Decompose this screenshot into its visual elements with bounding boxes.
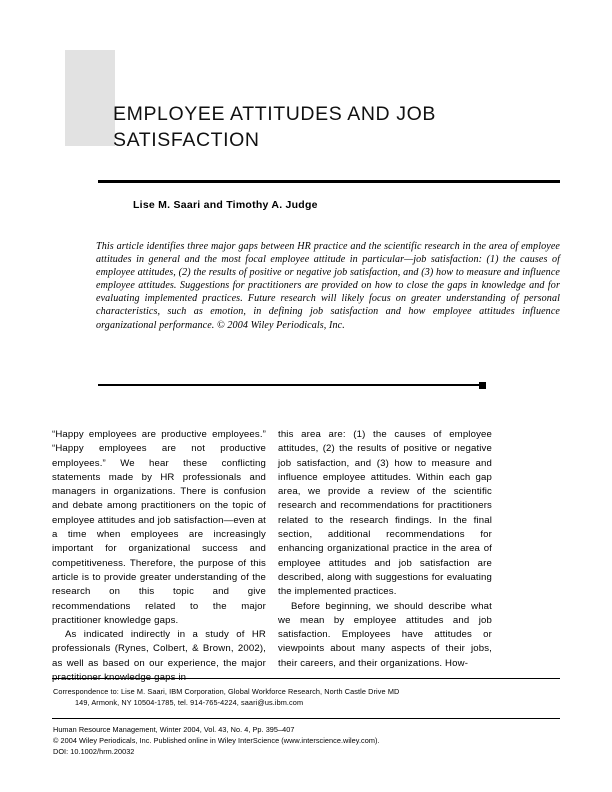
footer-bottom-rule	[52, 718, 560, 719]
page-title-line-1: EMPLOYEE ATTITUDES AND JOB	[113, 103, 436, 126]
abstract-divider	[98, 382, 488, 389]
journal-copyright-line: © 2004 Wiley Periodicals, Inc. Published online in Wiley InterScience (www.interscience.wiley.com).	[53, 736, 380, 745]
title-divider-rule	[98, 180, 560, 183]
paragraph: As indicated indirectly in a study of HR professionals (Rynes, Colbert, & Brown, 2002), as well as based on our experience, the major	[52, 629, 266, 669]
paragraph: “Happy employees are productive employees.” “Happy employees are not productive employees.” We hear these conflicting statements made by HR professionals and managers in organizations. There is confusion and debate among practitioners on the topic of employee attitudes and job satisfaction—even at a time when employees are increasingly important for organizational success and competitiveness. Therefore, the purpose of this article is to provide greater understanding of the research on this topic and give recommendations related to the major practitioner knowledge gaps.	[52, 429, 266, 626]
title-accent-block	[65, 50, 115, 146]
correspondence-note	[53, 686, 561, 708]
paragraph: this area are: (1) the causes of employee attitudes, (2) the results of positive or negative job satisfaction, and (3) how to measure and influence employee attitudes. Within each gap area, we provide a review of the scientific research and recommendations for practitioners related to the research findings. In the final section, additional recommendations for enhancing organizational practice in the area of employee attitudes and job satisfaction are described, along with suggestions for evaluating the implemented practices.	[278, 429, 492, 598]
body-columns	[52, 428, 508, 668]
journal-doi-line: DOI: 10.1002/hrm.20032	[53, 747, 135, 756]
abstract-divider-line	[98, 384, 480, 386]
footer-top-rule	[52, 678, 560, 679]
page-title	[113, 101, 553, 153]
journal-citation-line-1: Human Resource Management, Winter 2004, Vol. 43, No. 4, Pp. 395–407	[53, 725, 295, 734]
author-byline: Lise M. Saari and Timothy A. Judge	[133, 199, 318, 211]
abstract-text: This article identifies three major gaps between HR practice and the scientific research in the area of employee attitudes in general and the most focal employee attitude in particular—job satisfaction: (1) the causes of employee attitudes, (2) the results of positive or negative job satisfaction, and (3) how to measure and influence employee attitudes. Suggestions for practitioners are provided on how to close the gaps in knowledge and for evaluating implemented practices. Future research will likely focus on greater understanding of personal characteristics, such as emotion, in defining job satisfaction and how employee attitudes influence organizational performance. © 2004 Wiley Periodicals, Inc.	[96, 241, 560, 331]
correspondence-line-2: 149, Armonk, NY 10504-1785, tel. 914-765-4224, saari@us.ibm.com	[75, 698, 304, 707]
page-title-line-2: SATISFACTION	[113, 129, 260, 152]
correspondence-line-1: Correspondence to: Lise M. Saari, IBM Corporation, Global Workforce Research, North Castle Drive MD	[53, 687, 400, 696]
paragraph: Before beginning, we should describe what we mean by employee attitudes and job satisfaction. Employees have attitudes or viewpoints about many aspects of their jobs, their careers, and their organizations. How-	[278, 600, 492, 669]
journal-citation	[53, 724, 561, 757]
body-column-right	[278, 428, 492, 671]
body-column-left	[52, 428, 266, 685]
abstract-divider-end-square-icon	[479, 382, 486, 389]
